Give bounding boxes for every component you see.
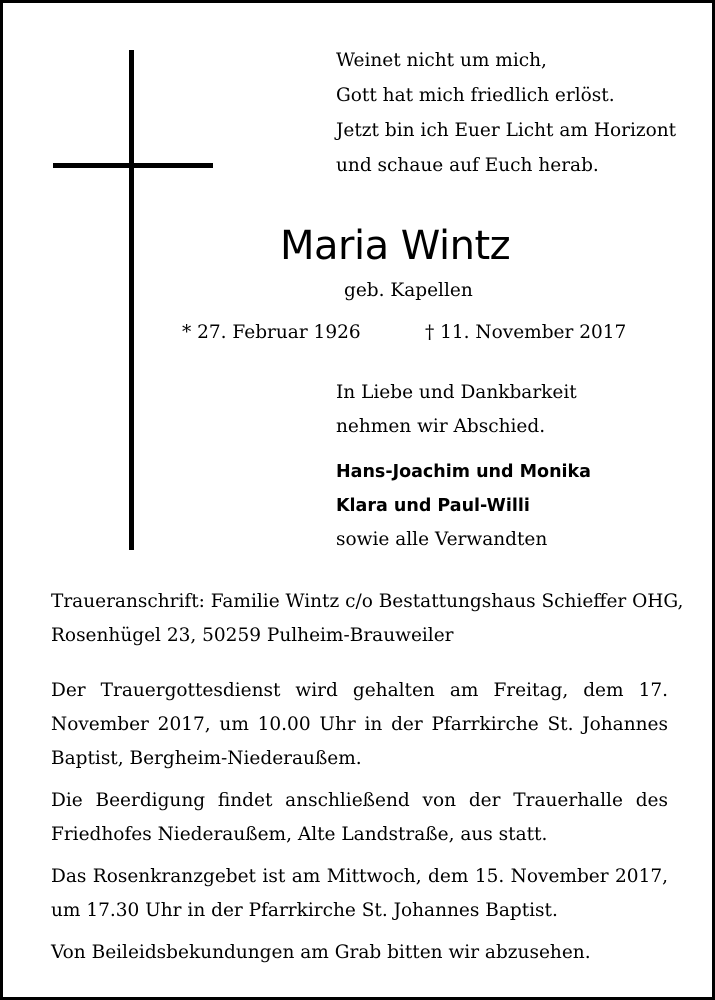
cross-icon-crossbar <box>53 163 213 168</box>
service-paragraph: Die Beerdigung findet anschließend von der Trauerhalle des Friedhofes Niederaußem, Alte Landstraße, aus statt. <box>51 790 668 845</box>
service-details <box>51 674 668 978</box>
farewell-line: nehmen wir Abschied. <box>336 416 546 437</box>
death-date: † 11. November 2017 <box>425 322 627 343</box>
poem-line: Gott hat mich friedlich erlöst. <box>336 85 615 106</box>
mourning-address <box>51 585 683 653</box>
poem-line: und schaue auf Euch herab. <box>336 155 599 176</box>
born-name: geb. Kapellen <box>344 280 473 301</box>
farewell-line: In Liebe und Dankbarkeit <box>336 382 577 403</box>
family-line: sowie alle Verwandten <box>336 529 548 550</box>
poem-line: Weinet nicht um mich, <box>336 50 547 71</box>
family-line: Klara und Paul-Willi <box>336 496 530 516</box>
farewell-text <box>336 376 577 444</box>
address-line: Rosenhügel 23, 50259 Pulheim-Brauweiler <box>51 625 454 646</box>
poem-line: Jetzt bin ich Euer Licht am Horizont <box>336 120 677 141</box>
cross-icon <box>129 50 134 550</box>
poem <box>336 43 676 183</box>
family-signatures <box>336 455 591 557</box>
service-paragraph: Der Trauergottesdienst wird gehalten am Freitag, dem 17. November 2017, um 10.00 Uhr in der Pfarrkirche St. Johannes Baptist, Bergheim-Niederaußem. <box>51 680 668 769</box>
deceased-name: Maria Wintz <box>280 223 511 269</box>
birth-date: * 27. Februar 1926 <box>182 322 361 343</box>
service-paragraph: Das Rosenkranzgebet ist am Mittwoch, dem 15. November 2017, um 17.30 Uhr in der Pfarrkirche St. Johannes Baptist. <box>51 866 668 921</box>
address-line: Traueranschrift: Familie Wintz c/o Bestattungshaus Schieffer OHG, <box>51 591 684 612</box>
service-paragraph: Von Beileidsbekundungen am Grab bitten wir abzusehen. <box>51 942 591 963</box>
family-line: Hans-Joachim und Monika <box>336 462 591 482</box>
